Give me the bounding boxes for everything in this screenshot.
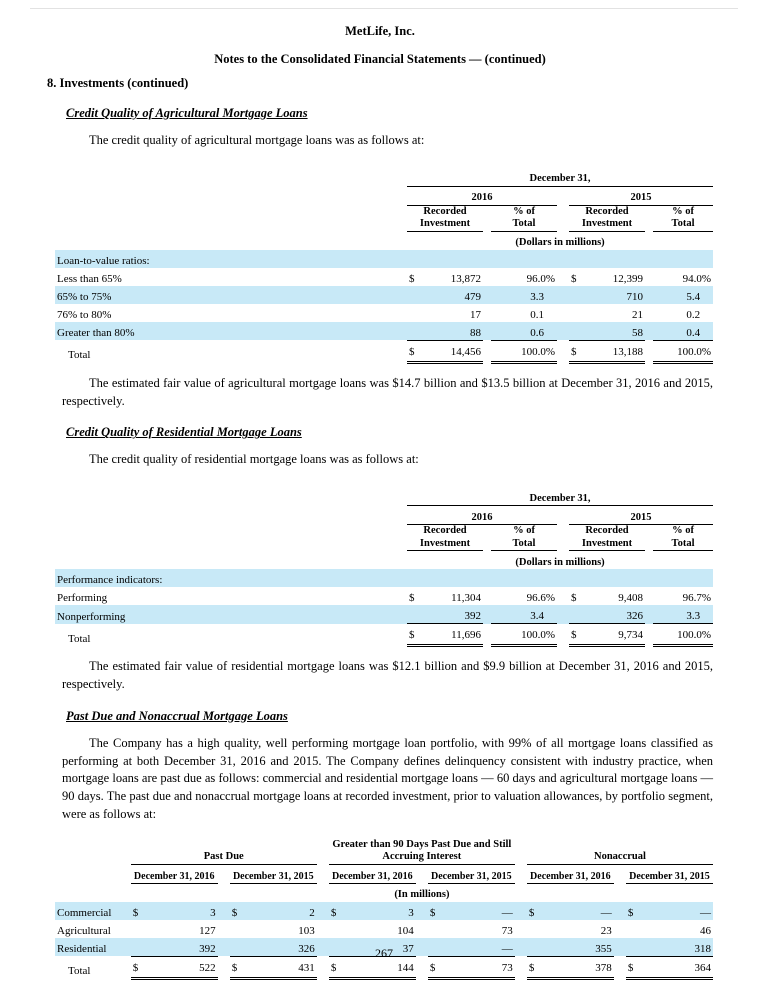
- table-header-row: [55, 487, 713, 506]
- document-title: Notes to the Consolidated Financial Statements — (continued): [214, 52, 546, 66]
- dollar-sign: $: [329, 956, 342, 978]
- dollar-sign: $: [626, 902, 639, 920]
- percent-cell: 0.4: [653, 322, 713, 341]
- percent-cell: 94.0%: [682, 272, 712, 285]
- table-row: [55, 268, 713, 286]
- total-percent-cell: 100.0%: [653, 624, 713, 646]
- dollar-sign: $: [527, 902, 540, 920]
- table-total-row: [55, 624, 713, 646]
- spacer-cell: [645, 525, 653, 551]
- group-label-row: [55, 250, 713, 268]
- dollar-sign: $: [569, 624, 585, 646]
- pastdue-paragraph: The Company has a high quality, well performing mortgage loan portfolio, with 99% of all mortgage loans classified as performing at both December 31, 2016 and 2015. The Company defines delinquency consistent with industry practice, when mortgage loans are past due as follows: commercial and residential mortgage loans — 60 days and agricultural mortgage loans — 90 days. The past due and nonaccrual mortgage loans at recorded investment, prior to valuation allowances, by portfolio segment, were as follows at:: [62, 735, 713, 821]
- dollar-sign: $: [571, 592, 577, 605]
- resi-heading: Credit Quality of Residential Mortgage Loans: [66, 425, 302, 440]
- row-label: 76% to 80%: [57, 308, 112, 321]
- dollar-sign: $: [407, 624, 423, 646]
- resi-intro: The credit quality of residential mortgage loans was as follows at:: [89, 452, 419, 467]
- value-cell: 88: [423, 322, 483, 341]
- total-value-cell: 11,696: [423, 624, 483, 646]
- value-cell: 326: [585, 605, 645, 624]
- agri-note: The estimated fair value of agricultural mortgage loans was $14.7 billion and $13.5 billion at December 31, 2016 and 2015, respectively.: [62, 375, 713, 408]
- units-row: [55, 883, 713, 902]
- dollar-sign: $: [329, 902, 342, 920]
- table-row: [55, 902, 713, 920]
- table-row: [55, 286, 713, 304]
- dollar-sign: $: [409, 272, 415, 285]
- row-label: Greater than 80%: [55, 322, 407, 341]
- dollar-sign: $: [409, 592, 415, 605]
- value-cell: 127: [199, 924, 216, 937]
- value-cell: 11,304: [451, 592, 481, 605]
- col-header-2016: December 31, 2016: [131, 864, 218, 883]
- value-cell: 9,408: [618, 592, 643, 605]
- table-header-row: [55, 864, 713, 883]
- spacer-cell: [515, 839, 527, 865]
- value-cell: 73: [501, 924, 513, 937]
- value-cell: 326: [243, 938, 317, 957]
- table-row: [55, 587, 713, 605]
- value-cell: 13,872: [450, 272, 481, 285]
- percent-cell: 0.2: [686, 308, 701, 321]
- value-cell: 710: [585, 286, 645, 304]
- recorded-investment-header: Recorded Investment: [569, 525, 645, 551]
- company-name: MetLife, Inc.: [345, 24, 415, 38]
- table-header-row: [55, 525, 713, 551]
- col-header-2015: December 31, 2015: [428, 864, 515, 883]
- table-header-row: [55, 506, 713, 525]
- agri-table: [55, 168, 713, 364]
- value-cell: 355: [540, 938, 614, 957]
- pct-of-total-header: % of Total: [491, 205, 557, 231]
- row-label: Performing: [57, 592, 108, 605]
- total-label: Total: [68, 349, 91, 362]
- table-header-row: [55, 839, 713, 865]
- page-number: 267: [375, 946, 393, 960]
- dollar-sign: $: [230, 956, 243, 978]
- col-header-2016: December 31, 2016: [527, 864, 614, 883]
- year-2016-header: 2016: [407, 506, 557, 525]
- row-label: Nonperforming: [55, 605, 407, 624]
- percent-cell: 3.3: [653, 605, 713, 624]
- value-cell: 2: [243, 902, 317, 920]
- pct-of-total-header: % of Total: [653, 205, 713, 231]
- year-2015-header: 2015: [569, 506, 713, 525]
- col-header-2015: December 31, 2015: [230, 864, 317, 883]
- group-header-past-due: Past Due: [131, 839, 317, 865]
- value-cell: 23: [600, 924, 612, 937]
- dollar-sign: $: [571, 272, 577, 285]
- value-cell: 46: [700, 924, 711, 937]
- pct-of-total-header: % of Total: [653, 525, 713, 551]
- units-row: [55, 231, 713, 250]
- date-header: December 31,: [407, 168, 713, 187]
- spacer-cell: [557, 525, 569, 551]
- dollar-sign: $: [230, 902, 243, 920]
- date-header: December 31,: [407, 487, 713, 506]
- spacer-cell: [645, 205, 653, 231]
- table-header-row: [55, 168, 713, 187]
- dollar-sign: $: [131, 902, 144, 920]
- units-label: (Dollars in millions): [515, 237, 605, 249]
- dollar-sign: $: [569, 340, 585, 362]
- agri-intro: The credit quality of agricultural mortgage loans was as follows at:: [89, 133, 425, 147]
- pct-of-total-header: % of Total: [491, 525, 557, 551]
- value-cell: 479: [423, 286, 483, 304]
- value-cell: 3: [342, 902, 416, 920]
- value-cell: 392: [144, 938, 218, 957]
- dollar-sign: $: [131, 956, 144, 978]
- percent-cell: 3.3: [491, 286, 557, 304]
- row-label: Residential: [55, 938, 131, 957]
- dollar-sign: $: [527, 956, 540, 978]
- value-cell: —: [441, 902, 515, 920]
- total-value-cell: 14,456: [423, 340, 483, 362]
- total-percent-cell: 100.0%: [491, 340, 557, 362]
- value-cell: 58: [585, 322, 645, 341]
- pastdue-heading: Past Due and Nonaccrual Mortgage Loans: [66, 708, 288, 723]
- col-header-2016: December 31, 2016: [329, 864, 416, 883]
- group-header-gt90: Greater than 90 Days Past Due and Still Accruing Interest: [329, 839, 515, 865]
- value-cell: 392: [423, 605, 483, 624]
- row-label: Commercial: [55, 902, 131, 920]
- value-cell: 21: [632, 308, 643, 321]
- recorded-investment-header: Recorded Investment: [407, 525, 483, 551]
- resi-note: The estimated fair value of residential mortgage loans was $12.1 billion and $9.9 billion at December 31, 2016 and 2015, respectively.: [62, 659, 713, 692]
- value-cell: 12,399: [612, 272, 643, 285]
- value-cell: 103: [298, 924, 315, 937]
- total-value-cell: 522: [144, 956, 218, 978]
- value-cell: 104: [397, 924, 414, 937]
- total-label: Total: [68, 965, 91, 978]
- table-total-row: [55, 340, 713, 362]
- value-cell: 17: [470, 308, 481, 321]
- year-2015-header: 2015: [569, 186, 713, 205]
- table-row: [55, 322, 713, 341]
- recorded-investment-header: Recorded Investment: [407, 205, 483, 231]
- group-label-row: [55, 569, 713, 587]
- spacer-cell: [557, 205, 569, 231]
- percent-cell: 5.4: [653, 286, 713, 304]
- total-value-cell: 73: [441, 956, 515, 978]
- spacer-cell: [483, 525, 491, 551]
- percent-cell: 96.0%: [526, 272, 555, 285]
- units-label: (In millions): [394, 889, 450, 901]
- total-value-cell: 431: [243, 956, 317, 978]
- value-cell: 3: [144, 902, 218, 920]
- top-divider: [30, 8, 738, 9]
- value-cell: 318: [639, 938, 713, 957]
- spacer-cell: [557, 506, 569, 525]
- row-label: Agricultural: [57, 924, 111, 937]
- total-value-cell: 9,734: [585, 624, 645, 646]
- table-header-row: [55, 186, 713, 205]
- percent-cell: 0.6: [491, 322, 557, 341]
- agri-heading: Credit Quality of Agricultural Mortgage Loans: [66, 106, 308, 120]
- recorded-investment-header: Recorded Investment: [569, 205, 645, 231]
- section-heading: 8. Investments (continued): [47, 76, 189, 90]
- value-cell: —: [639, 902, 713, 920]
- resi-table: [55, 487, 713, 647]
- row-label: Less than 65%: [57, 272, 122, 285]
- group-label: Performance indicators:: [55, 569, 713, 587]
- value-cell: —: [441, 938, 515, 957]
- total-value-cell: 13,188: [585, 340, 645, 362]
- spacer-cell: [557, 186, 569, 205]
- percent-cell: 96.7%: [682, 592, 712, 605]
- total-percent-cell: 100.0%: [491, 624, 557, 646]
- dollar-sign: $: [407, 340, 423, 362]
- dollar-sign: $: [428, 902, 441, 920]
- total-percent-cell: 100.0%: [653, 340, 713, 362]
- units-row: [55, 551, 713, 570]
- total-value-cell: 364: [639, 956, 713, 978]
- units-label: (Dollars in millions): [515, 556, 605, 568]
- row-label: 65% to 75%: [55, 286, 407, 304]
- group-label: Loan-to-value ratios:: [55, 250, 713, 268]
- dollar-sign: $: [428, 956, 441, 978]
- group-header-nonaccrual: Nonaccrual: [527, 839, 713, 865]
- table-header-row: [55, 205, 713, 231]
- dollar-sign: $: [626, 956, 639, 978]
- total-label: Total: [68, 632, 91, 645]
- value-cell: 37: [342, 938, 416, 957]
- spacer-cell: [317, 839, 329, 865]
- spacer-cell: [483, 205, 491, 231]
- table-row: [55, 605, 713, 624]
- value-cell: —: [540, 902, 614, 920]
- year-2016-header: 2016: [407, 186, 557, 205]
- total-value-cell: 378: [540, 956, 614, 978]
- percent-cell: 0.1: [530, 308, 544, 321]
- total-value-cell: 144: [342, 956, 416, 978]
- table-row: [55, 920, 713, 938]
- table-row: [55, 304, 713, 322]
- percent-cell: 3.4: [491, 605, 557, 624]
- percent-cell: 96.6%: [526, 592, 555, 605]
- col-header-2015: December 31, 2015: [626, 864, 713, 883]
